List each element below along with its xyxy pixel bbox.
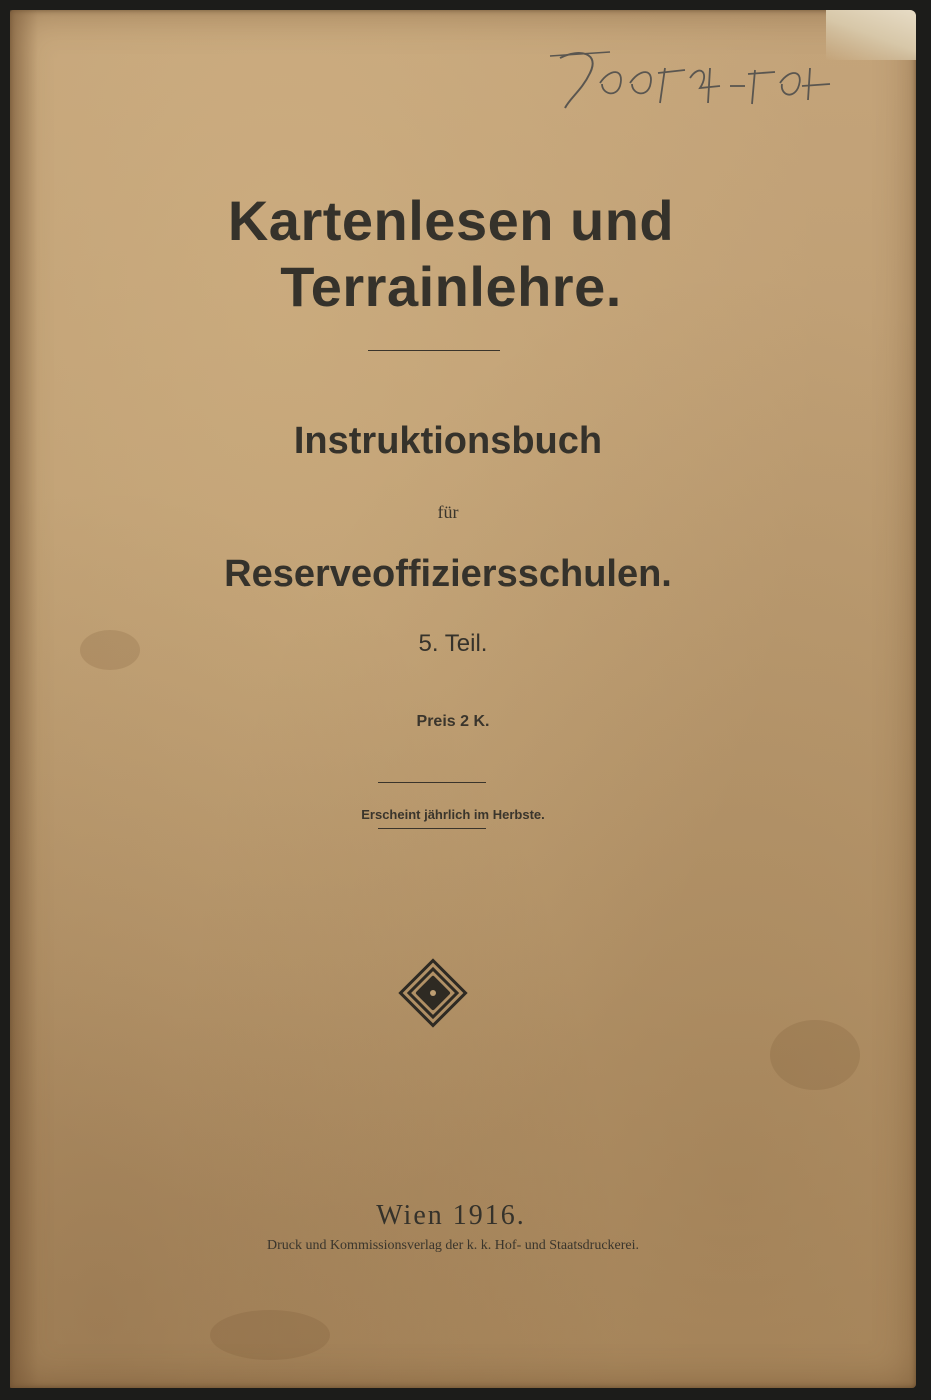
title-line-1: Kartenlesen und: [227, 189, 675, 252]
publication-note: Erscheint jährlich im Herbste.: [361, 807, 545, 822]
note-divider-top: [378, 782, 486, 783]
publisher-line: Druck und Kommissionsverlag der k. k. Hof- und Staatsdruckerei.: [266, 1238, 640, 1253]
title-divider: [368, 350, 500, 351]
note-divider-bottom: [378, 828, 486, 829]
book-cover: [10, 10, 916, 1388]
printer-mark-icon: [396, 956, 470, 1030]
handwritten-signature: [540, 28, 840, 138]
part-number: 5. Teil.: [418, 630, 488, 657]
subtitle: Instruktionsbuch: [293, 420, 603, 462]
city-year: Wien 1916.: [376, 1200, 526, 1231]
price: Preis 2 K.: [416, 713, 490, 730]
connector-text: für: [437, 502, 459, 522]
title-line-2: Terrainlehre.: [280, 255, 622, 318]
subtitle-2: Reserveoffiziersschulen.: [224, 553, 672, 595]
paper-stain: [770, 1020, 860, 1090]
paper-stain: [210, 1310, 330, 1360]
